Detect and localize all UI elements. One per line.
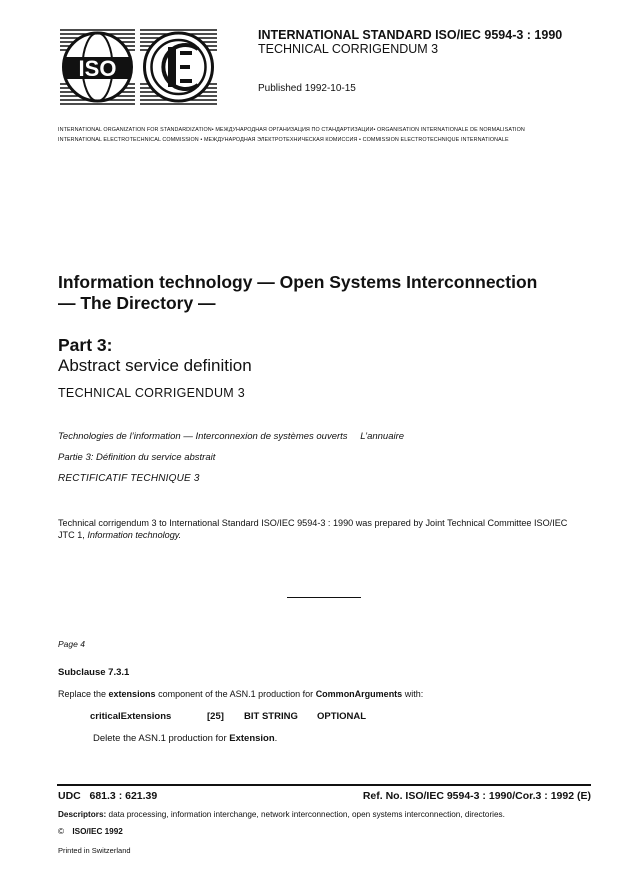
- code-tag: [25]: [207, 711, 224, 722]
- french-title-prefix: Technologies de l’information — Interconnexion de systèmes ouverts: [58, 431, 348, 442]
- copyright: [58, 827, 123, 836]
- subclause-heading: Subclause 7.3.1: [58, 667, 130, 678]
- org-line-1: INTERNATIONAL ORGANIZATION FOR STANDARDIZATION• МЕЖДУНАРОДНАЯ ОРГАНИЗАЦИЯ ПО СТАНДАРТИЗАЦИИ• ORGANISATION INTERNATIONALE DE NORMALISATION: [58, 127, 525, 133]
- copyright-text: ISO/IEC 1992: [72, 827, 123, 836]
- delete-prefix: Delete the ASN.1 production for: [93, 733, 230, 744]
- french-title: [58, 431, 404, 442]
- replace-middle: component of the ASN.1 production for: [155, 689, 316, 699]
- descriptors: [58, 810, 505, 819]
- page-label: Page 4: [58, 639, 85, 649]
- french-title-suffix: L’annuaire: [360, 431, 405, 442]
- part-heading: Part 3:: [58, 335, 113, 355]
- delete-suffix: .: [274, 733, 278, 744]
- org-line-2: INTERNATIONAL ELECTROTECHNICAL COMMISSION • МЕЖДУНАРОДНАЯ ЭЛЕКТРОТЕХНИЧЕСКАЯ КОМИССИЯ • COMMISSION ELECTROTECHNIQUE INTERNATIONALE: [58, 137, 509, 143]
- code-optional: OPTIONAL: [317, 711, 367, 722]
- iec-logo: [140, 27, 217, 107]
- iso-logo-text: ISO: [78, 56, 117, 81]
- replace-suffix: with:: [402, 689, 424, 699]
- code-type: BIT STRING: [244, 711, 298, 722]
- published-date: Published 1992-10-15: [258, 83, 356, 94]
- reference-number: Ref. No. ISO/IEC 9594-3 : 1990/Cor.3 : 1992 (E): [362, 790, 591, 802]
- separator-rule: [287, 597, 361, 598]
- code-name: criticalExtensions: [90, 711, 172, 722]
- replace-term-2: CommonArguments: [315, 689, 403, 699]
- copyright-symbol: ©: [58, 827, 65, 836]
- doc-title-line-2: — The Directory —: [58, 293, 216, 313]
- intro-line-2-italic: Information technology.: [87, 530, 182, 540]
- descriptors-label: Descriptors:: [58, 810, 107, 819]
- doc-title-line-1: Information technology — Open Systems Interconnection: [58, 272, 538, 292]
- part-subtitle: Abstract service definition: [58, 356, 252, 375]
- footer-rule: [57, 784, 591, 786]
- replace-instruction: [58, 689, 423, 699]
- corrigendum-title: TECHNICAL CORRIGENDUM 3: [258, 42, 439, 56]
- standard-title: INTERNATIONAL STANDARD ISO/IEC 9594-3 : 1990: [258, 28, 563, 42]
- delete-instruction: [93, 733, 277, 744]
- corrigendum-label: TECHNICAL CORRIGENDUM 3: [58, 386, 246, 400]
- french-part: Partie 3: Définition du service abstrait: [58, 452, 216, 463]
- intro-line-2: [58, 530, 181, 540]
- intro-line-1: Technical corrigendum 3 to International Standard ISO/IEC 9594-3 : 1990 was prepared by Joint Technical Committee ISO/IEC: [58, 518, 568, 528]
- intro-line-2-prefix: JTC 1,: [58, 530, 88, 540]
- iso-logo: [60, 27, 135, 107]
- french-corrigendum: RECTIFICATIF TECHNIQUE 3: [58, 473, 200, 484]
- replace-term: extensions: [108, 689, 156, 699]
- delete-term: Extension: [229, 733, 275, 744]
- udc-code: UDC 681.3 : 621.39: [58, 790, 158, 802]
- replace-prefix: Replace the: [58, 689, 109, 699]
- descriptors-text: data processing, information interchange, network interconnection, open systems interconnection, directories.: [106, 810, 505, 819]
- printed-in: Printed in Switzerland: [58, 846, 131, 855]
